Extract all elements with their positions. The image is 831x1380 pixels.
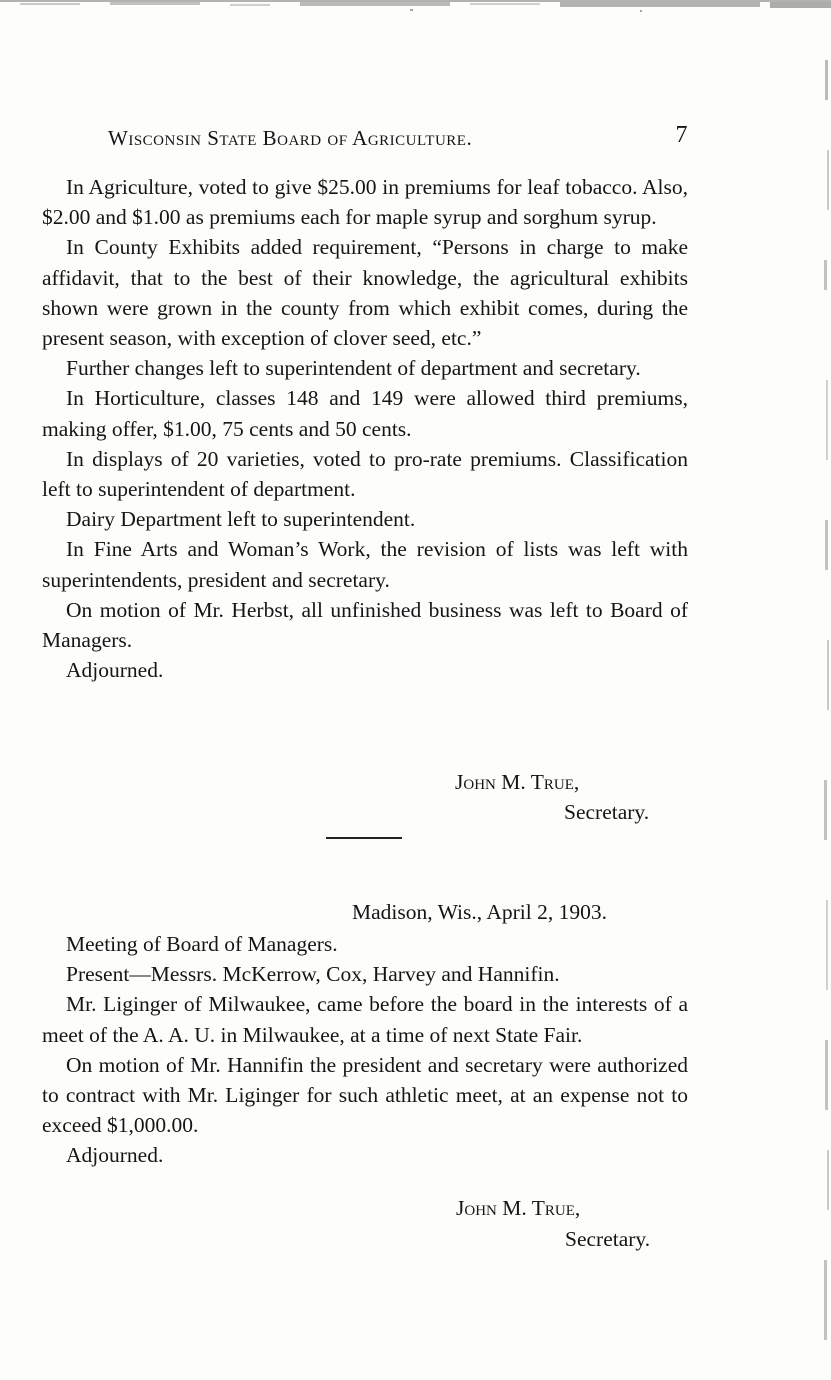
paragraph-meeting: Meeting of Board of Managers. <box>66 932 338 956</box>
page-number: 7 <box>675 122 688 148</box>
paragraph-horticulture: In Horticulture, classes 148 and 149 were allowed third premiums, making offer, $1.00, 75 cents and 50 cents. <box>42 386 688 441</box>
dateline: Madison, Wis., April 2, 1903. <box>352 900 607 924</box>
section-divider <box>326 837 402 839</box>
running-header <box>108 122 688 151</box>
paragraph-displays: In displays of 20 varieties, voted to pro-rate premiums. Classification left to superintendent of department. <box>42 446 688 502</box>
minutes-section-1 <box>42 172 688 685</box>
signature-title: Secretary. <box>564 800 650 824</box>
scan-noise-right <box>811 0 831 1380</box>
paragraph-motion-herbst: On motion of Mr. Herbst, all unfinished business was left to Board of Managers. <box>42 597 688 653</box>
paragraph-fine-arts: In Fine Arts and Woman’s Work, the revision of lists was left with superintendents, president and secretary. <box>42 537 688 592</box>
paragraph-adjourned: Adjourned. <box>66 658 164 683</box>
scan-noise-top <box>0 0 831 22</box>
signature-name-2: John M. True, <box>456 1196 581 1220</box>
signature-name: John M. True, <box>455 770 580 794</box>
paragraph-dairy: Dairy Department left to superintendent. <box>66 507 416 532</box>
paragraph-further-changes: Further changes left to superintendent of department and secretary. <box>66 356 641 381</box>
paragraph-liginger: Mr. Liginger of Milwaukee, came before the board in the interests of a meet of the A. A. U. in Milwaukee, at a time of next State Fair. <box>42 992 688 1047</box>
paragraph-county-exhibits: In County Exhibits added requirement, “Persons in charge to make affidavit, that to the best of their knowledge, the agricultural exhibits shown were grown in the county from which exhibit comes, during the present season, with exception of clover seed, etc.” <box>42 235 688 351</box>
signature-title-2: Secretary. <box>565 1227 651 1251</box>
minutes-section-2 <box>42 929 688 1171</box>
paragraph-motion-hannifin: On motion of Mr. Hannifin the president and secretary were authorized to contract with Mr. Liginger for such athletic meet, at an expense not to exceed $1,000.00. <box>42 1052 688 1138</box>
running-head-title: Wisconsin State Board of Agriculture. <box>108 126 473 150</box>
paragraph-agriculture: In Agriculture, voted to give $25.00 in premiums for leaf tobacco. Also, $2.00 and $1.00 as premiums each for maple syrup and sorghum syrup. <box>42 175 688 230</box>
paragraph-adjourned-2: Adjourned. <box>66 1143 164 1168</box>
paragraph-present: Present—Messrs. McKerrow, Cox, Harvey and Hannifin. <box>66 962 560 987</box>
